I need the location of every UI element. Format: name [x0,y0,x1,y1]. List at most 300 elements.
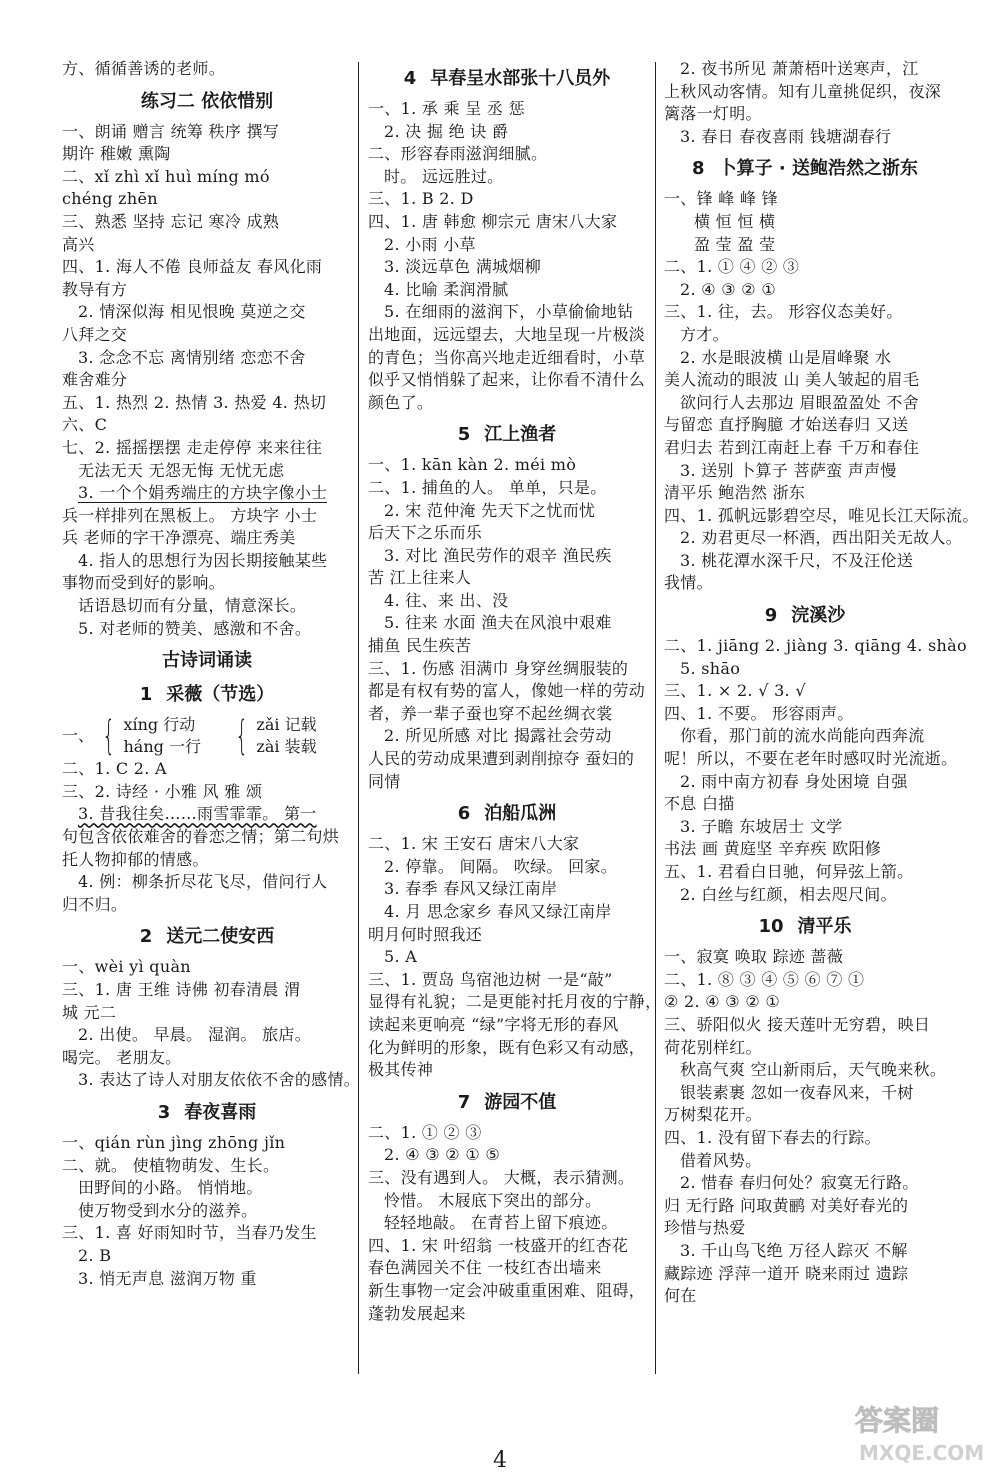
watermark-icon [849,1390,984,1470]
answer-text: 二、就。 使植物萌发、生长。 [62,1155,280,1175]
answer-text: 教导有方 [62,279,128,299]
answer-text: 城 元二 [62,1002,117,1022]
answer-line [368,833,646,856]
answer-line [664,793,946,816]
section-title [664,603,946,629]
answer-line [62,234,352,257]
answer-line [62,505,352,528]
answer-line [368,703,646,726]
answer-text: 方才。 [680,324,729,344]
answer-text: 捕鱼 民生疾苦 [368,636,472,656]
answer-text: 藏踪迹 浮萍一道开 晓来雨过 遗踪 [664,1263,909,1283]
answer-line [62,166,352,189]
section-title-text: 浣溪沙 [791,605,846,627]
answer-line [62,1002,352,1025]
answer-line [62,849,352,872]
answer-text: 2. 所见所感 对比 揭露社会劳动 [384,726,612,746]
answer-line [62,369,352,392]
answer-text: 横 恒 恒 横 [694,211,776,231]
answer-text: 欲问行人去那边 眉眼盈盈处 不舍 [680,392,919,412]
answer-text: 春色满园关不住 一枝红杏出墙来 [368,1258,602,1278]
answer-text: 借着风势。 [680,1150,762,1170]
watermark-logo [849,1390,984,1470]
answer-line [664,324,946,347]
answer-line [368,1235,646,1258]
brace-item: háng 一行 [123,737,201,757]
answer-line [62,1132,352,1155]
answer-text: 怜惜。 木屐底下突出的部分。 [384,1190,602,1210]
answer-text: 二、1. ① ④ ② ③ [664,257,800,277]
answer-line [62,121,352,144]
answer-line [368,1037,646,1060]
answer-text: 二、形容春雨滋润细腻。 [368,144,548,164]
answer-text: 珍惜与热爱 [664,1218,746,1238]
section-number: 1 [139,684,153,706]
answer-text: 三、1. 伤感 泪满巾 身穿丝绸服装的 [368,658,629,678]
answer-text: 一、wèi yì quàn [62,957,191,977]
answer-text: ② 2. ④ ③ ② ① [664,992,781,1012]
answer-text: 清平乐 鲍浩然 浙东 [664,483,806,503]
answer-text: 时。 远远胜过。 [384,166,504,186]
answer-text: 荷花别样红。 [664,1037,762,1057]
answer-text: 一、朗诵 赠言 统筹 秩序 撰写 [62,121,280,141]
answer-text: 明月何时照我还 [368,924,483,944]
answer-text: 高兴 [62,234,95,254]
answer-text: 2. 决 掘 绝 诀 爵 [384,121,509,141]
answer-line [368,166,646,189]
answer-text: 3. 昔我往矣……雨雪霏霏。 第一 [78,804,317,824]
section-number: 7 [457,1091,471,1113]
answer-text: 3. 悄无声息 滋润万物 重 [78,1268,257,1288]
answer-line [368,567,646,590]
answer-line [664,126,946,149]
answer-text: 二、1. ① ② ③ [368,1122,482,1142]
answer-line [368,635,646,658]
answer-line [664,1217,946,1240]
answer-line [62,1047,352,1070]
answer-line [664,1195,946,1218]
answer-text: 三、1. B 2. D [368,189,474,209]
answer-text: 四、1. 海人不倦 良师益友 春风化雨 [62,257,323,277]
answer-text: 二、xǐ zhì xǐ huì míng mó [62,166,270,186]
answer-line [368,969,646,992]
answer-text: 银装素裹 忽如一夜春风来，千树 [680,1082,914,1102]
answer-line [368,301,646,324]
answer-line [368,878,646,901]
answer-line [368,1212,646,1235]
answer-text: 三、熟悉 坚持 忘记 寒冷 成熟 [62,211,280,231]
answer-text: 美人流动的眼波 山 美人皱起的眉毛 [664,370,920,390]
answer-text: 四、1. 没有留下春去的行踪。 [664,1127,881,1147]
answer-text: 同情 [368,771,401,791]
answer-text: 5. 对老师的赞美、感激和不舍。 [78,618,312,638]
answer-text: 你看，那门前的流水尚能向西奔流 [680,726,925,746]
answer-text: 五、1. 君看白日驰，何异弦上箭。 [664,862,914,881]
answer-text: 3. 一个个娟秀端庄的方块字像小士 [78,483,328,503]
section-title [62,682,352,708]
answer-text: 出地面，远远望去，大地呈现一片极淡 [368,324,646,344]
answer-text: 使万物受到水分的滋养。 [78,1200,258,1220]
answer-line [368,121,646,144]
answer-line [62,324,352,347]
answer-line [368,369,646,392]
answer-line [368,392,646,415]
answer-line [664,1285,946,1308]
answer-line [62,347,352,370]
answer-line [368,256,646,279]
answer-text: 读起来更响亮 “绿”字将无形的春风 [368,1014,619,1034]
section-title [62,1100,352,1126]
answer-line [368,590,646,613]
section-title-text: 送元二使安西 [166,926,275,948]
answer-text: 2. 夜书所见 萧萧梧叶送寒声，江 [680,59,919,78]
answer-line [368,454,646,477]
answer-line [368,143,646,166]
answer-text: 三、骄阳似火 接天莲叶无穷碧，映日 [664,1014,931,1034]
answer-line [664,1127,946,1150]
section-title-text: 江上渔者 [484,424,557,446]
answer-line [664,550,946,573]
section-title-text: 泊船瓜洲 [484,803,557,825]
answer-line [368,500,646,523]
answer-text: 方、循循善诱的老师。 [62,59,226,78]
answer-line [664,234,946,257]
answer-line [664,680,946,703]
answer-line [62,894,352,917]
watermark-site: MXQE.COM [859,1441,984,1465]
column-middle [368,58,662,1325]
answer-text: 三、没有遇到人。 大概，表示猜测。 [368,1167,635,1187]
answer-line [62,414,352,437]
section-title-text: 古诗词诵读 [162,650,252,672]
column-divider [358,62,359,1374]
answer-line [664,816,946,839]
answer-text: 三、2. 诗经 · 小雅 风 雅 颂 [62,781,263,801]
answer-line [62,279,352,302]
answer-line [368,991,662,1014]
answer-text: 3. 送别 卜算子 菩萨蛮 声声慢 [680,460,897,480]
answer-line [368,725,646,748]
answer-line [664,969,946,992]
answer-line [664,1240,946,1263]
answer-text: 三、1. 往，去。 形容仪态美好。 [664,302,903,322]
answer-text: 3. 春日 春夜喜雨 钱塘湖春行 [680,126,892,146]
answer-line [664,103,946,126]
answer-line [62,1069,361,1092]
left-brace-icon: { [102,713,116,760]
answer-text: 秋高气爽 空山新雨后，天气晚来秋。 [680,1060,947,1080]
answer-text: 似乎又悄悄躲了起来，让你看不清什么 [368,370,646,390]
answer-line [664,861,946,884]
answer-text: 不息 白描 [664,794,735,814]
answer-text: 二、1. 宋 王安石 唐宋八大家 [368,834,580,854]
answer-line [664,703,946,726]
brace-group-right [256,714,316,758]
answer-text: 一、锋 峰 峰 锋 [664,189,778,209]
answer-line [62,550,352,573]
answer-text: 新生事物一定会冲破重重困难、阻碍， [368,1280,646,1300]
answer-line [368,1257,646,1280]
answer-text: 二、1. 捕鱼的人。 单单，只是。 [368,477,607,497]
answer-text: 的青色；当你高兴地走近细看时，小草 [368,347,646,367]
brace-answer [62,714,352,758]
answer-line [62,392,352,415]
answer-line [664,771,946,794]
answer-line [62,803,352,826]
answer-text: 二、1. C 2. A [62,759,167,779]
answer-line [368,324,646,347]
answer-text: 何在 [664,1286,697,1306]
answer-text: 田野间的小路。 悄悄地。 [78,1178,263,1198]
answer-line [664,1150,946,1173]
answer-line [62,781,352,804]
answer-line [664,1104,946,1127]
page-number: 4 [493,1448,507,1473]
section-title-text: 卜算子 · 送鲍浩然之浙东 [718,158,918,180]
answer-line [368,946,646,969]
answer-text: 5. 在细雨的滋润下，小草偷偷地钻 [384,302,634,322]
answer-line [664,1172,946,1195]
answer-text: 兵 老师的字干净漂亮、端庄秀美 [62,528,296,548]
section-number: 8 [692,158,705,180]
answer-line [664,482,946,505]
section-number: 5 [457,424,471,446]
answer-line [62,758,352,781]
answer-line [62,826,352,849]
section-number: 6 [457,803,471,825]
answer-line [62,256,352,279]
answer-line [368,98,646,121]
answer-text: 2. 白丝与红颜，相去咫尺间。 [680,884,897,904]
answer-text: 2. 水是眼波横 山是眉峰聚 水 [680,347,892,367]
answer-line [62,595,352,618]
answer-text: 与留恋 直抒胸臆 才始送春归 又送 [664,415,909,435]
section-title [62,924,352,950]
answer-text: 3. 千山鸟飞绝 万径人踪灭 不解 [680,1240,908,1260]
answer-line [664,301,946,324]
answer-text: 2. 惜春 春归何处？寂寞无行路。 [680,1173,919,1193]
answer-line [664,211,946,234]
answer-text: 兵一样排列在黑板上。 方块字 小士 [62,505,318,525]
answer-text: chéng zhēn [62,189,158,209]
answer-text: 2. B [78,1245,112,1265]
watermark-brand: 答案圈 [855,1404,940,1437]
answer-line [664,1037,946,1060]
section-number: 10 [758,916,784,938]
answer-text: 4. 月 思念家乡 春风又绿江南岸 [384,902,612,921]
answer-line [368,612,646,635]
answer-line [368,924,646,947]
answer-text: 话语恳切而有分量，情意深长。 [78,596,307,616]
column-right [664,58,979,1308]
answer-text: 期许 稚嫩 熏陶 [62,144,171,164]
answer-line [368,1167,646,1190]
answer-text: 一、寂寞 唤取 踪迹 蔷薇 [664,947,844,967]
answer-text: 人民的劳动成果遭到剥削掠夺 蚕妇的 [368,749,635,769]
answer-text: 归 无行路 问取黄鹂 对美好春光的 [664,1195,909,1215]
answer-line [62,301,352,324]
answer-line [62,572,352,595]
answer-text: 3. 春季 春风又绿江南岸 [384,879,558,899]
answer-text: 四、1. 不要。 形容雨声。 [664,703,854,723]
answer-text: 2. 雨中南方初春 身处困境 自强 [680,771,908,791]
answer-line [664,369,946,392]
answer-line [62,871,352,894]
answer-line [664,884,946,907]
answer-text: 蓬勃发展起来 [368,1303,466,1323]
answer-line [62,211,352,234]
section-title [664,156,946,182]
section-number: 2 [139,926,153,948]
section-number: 9 [764,605,778,627]
answer-line [62,58,352,81]
answer-line [62,979,352,1002]
answer-text: 3. 念念不忘 离情别绪 恋恋不舍 [78,347,306,367]
answer-line [62,1268,352,1291]
answer-line [62,1222,352,1245]
answer-line [368,680,646,703]
section-number: 3 [157,1101,171,1123]
answer-line [368,748,646,771]
section-title [368,1090,646,1116]
answer-line [368,234,646,257]
answer-text: 上秋风动客情。知有儿童挑促织，夜深 [664,81,942,101]
answer-text: 事物而受到好的影响。 [62,573,226,593]
answer-text: 一、qián rùn jìng zhōng jǐn [62,1132,286,1152]
answer-line [664,414,946,437]
answer-text: 3. 对比 渔民劳作的艰辛 渔民疾 [384,545,612,565]
brace-item: xíng 行动 [123,715,196,735]
brace-item: zǎi 记载 [256,715,317,735]
answer-line [664,1082,946,1105]
answer-line [664,635,967,658]
answer-line [664,460,946,483]
answer-text: 2. 宋 范仲淹 先天下之忧而忧 [384,500,596,520]
answer-text: 轻轻地敲。 在青苔上留下痕迹。 [384,1213,618,1233]
answer-line [62,437,352,460]
answer-text: 喝完。 老朋友。 [62,1047,182,1067]
section-title [62,648,352,674]
answer-line [62,1177,352,1200]
answer-line [62,1245,352,1268]
answer-text: 2. 情深似海 相见恨晚 莫逆之交 [78,302,306,322]
answer-text: 四、1. 唐 韩愈 柳宗元 唐宋八大家 [368,211,618,231]
answer-line [62,1155,352,1178]
answer-line [664,1059,946,1082]
answer-line [664,392,946,415]
section-title-text: 游园不值 [484,1091,557,1113]
column-divider [655,62,656,1374]
answer-line [368,1144,646,1167]
answer-line [664,505,979,528]
answer-text: 4. 往、来 出、没 [384,590,509,610]
answer-text: 4. 指人的思想行为因长期接触某些 [78,550,328,570]
section-title [368,801,646,827]
answer-line [368,211,646,234]
section-title-text: 练习二 依依惜别 [140,90,274,112]
answer-line [664,437,946,460]
answer-text: 君归去 若到江南赶上春 千万和春住 [664,437,920,457]
answer-text: 2. 停靠。 间隔。 吹绿。 回家。 [384,856,618,876]
answer-text: 5. shāo [680,658,741,678]
answer-line [368,1014,646,1037]
section-title [368,422,646,448]
answer-text: 5. A [384,947,418,967]
answer-text: 四、1. 孤帆远影碧空尽，唯见长江天际流。 [664,505,979,525]
section-title [664,914,946,940]
answer-line [62,143,352,166]
answer-line [368,347,646,370]
answer-text: 六、C [62,415,108,435]
answer-text: 一、1. kān kàn 2. méi mò [368,455,577,475]
left-brace-icon: { [235,713,249,760]
answer-text: 都是有权有势的富人，像她一样的劳动 [368,681,646,701]
answer-text: 3. 表达了诗人对朋友依依不舍的感情。 [78,1070,361,1090]
answer-text: 一、1. 承 乘 呈 丞 惩 [368,99,525,118]
answer-line [664,725,946,748]
answer-text: 者，养一辈子蚕也穿不起丝绸衣裳 [368,703,613,723]
section-title-text: 早春呈水部张十八员外 [430,68,611,89]
answer-text: 我情。 [664,573,713,593]
answer-line [368,658,646,681]
column-left [62,58,361,1290]
answer-line [368,1280,646,1303]
answer-line [368,188,646,211]
answer-line [62,527,352,550]
answer-text: 极其传神 [368,1060,434,1080]
answer-line [368,771,646,794]
answer-text: 2. ④ ③ ② ① ⑤ [384,1145,501,1165]
answer-text: 显得有礼貌；二是更能衬托月夜的宁静， [368,992,662,1012]
answer-line [664,748,958,771]
answer-text: 八拜之交 [62,324,128,344]
answer-line [664,279,946,302]
answer-line [664,1263,946,1286]
section-title-text: 清平乐 [797,916,852,938]
answer-text: 二、1. ⑧ ③ ④ ⑤ ⑥ ⑦ ① [664,969,865,989]
answer-text: 三、1. × 2. √ 3. √ [664,681,806,701]
answer-text: 2. 劝君更尽一杯酒，西出阳关无故人。 [680,528,963,548]
answer-line [664,991,946,1014]
answer-line [368,1190,646,1213]
answer-line [368,1303,646,1326]
answer-line [62,482,352,505]
answer-line [664,81,946,104]
answer-text: 3. 淡远草色 满城烟柳 [384,257,542,277]
answer-text: 2. ④ ③ ② ① [680,279,776,299]
answer-line [368,522,646,545]
answer-line [62,1024,352,1047]
section-title-text: 采薇（节选） [166,684,275,706]
answer-line [368,856,646,879]
answer-line [62,1200,352,1223]
answer-line [664,838,946,861]
section-title [368,66,646,92]
answer-text: 三、1. 唐 王维 诗佛 初春清晨 渭 [62,980,301,999]
answer-text: 难舍难分 [62,370,128,390]
brace-prefix: 一、 [62,726,95,746]
answer-text: 三、1. 喜 好雨知时节，当春乃发生 [62,1223,317,1243]
brace-group-left [123,714,200,758]
answer-text: 托人物抑郁的情感。 [62,849,209,869]
answer-line [368,279,646,302]
answer-text: 万树梨花开。 [664,1105,762,1125]
answer-text: 苦 江上往来人 [368,568,472,588]
answer-line [368,1122,646,1145]
answer-text: 四、1. 宋 叶绍翁 一枝盛开的红杏花 [368,1235,629,1255]
answer-text: 3. 子瞻 东坡居士 文学 [680,816,843,836]
answer-line [664,658,946,681]
